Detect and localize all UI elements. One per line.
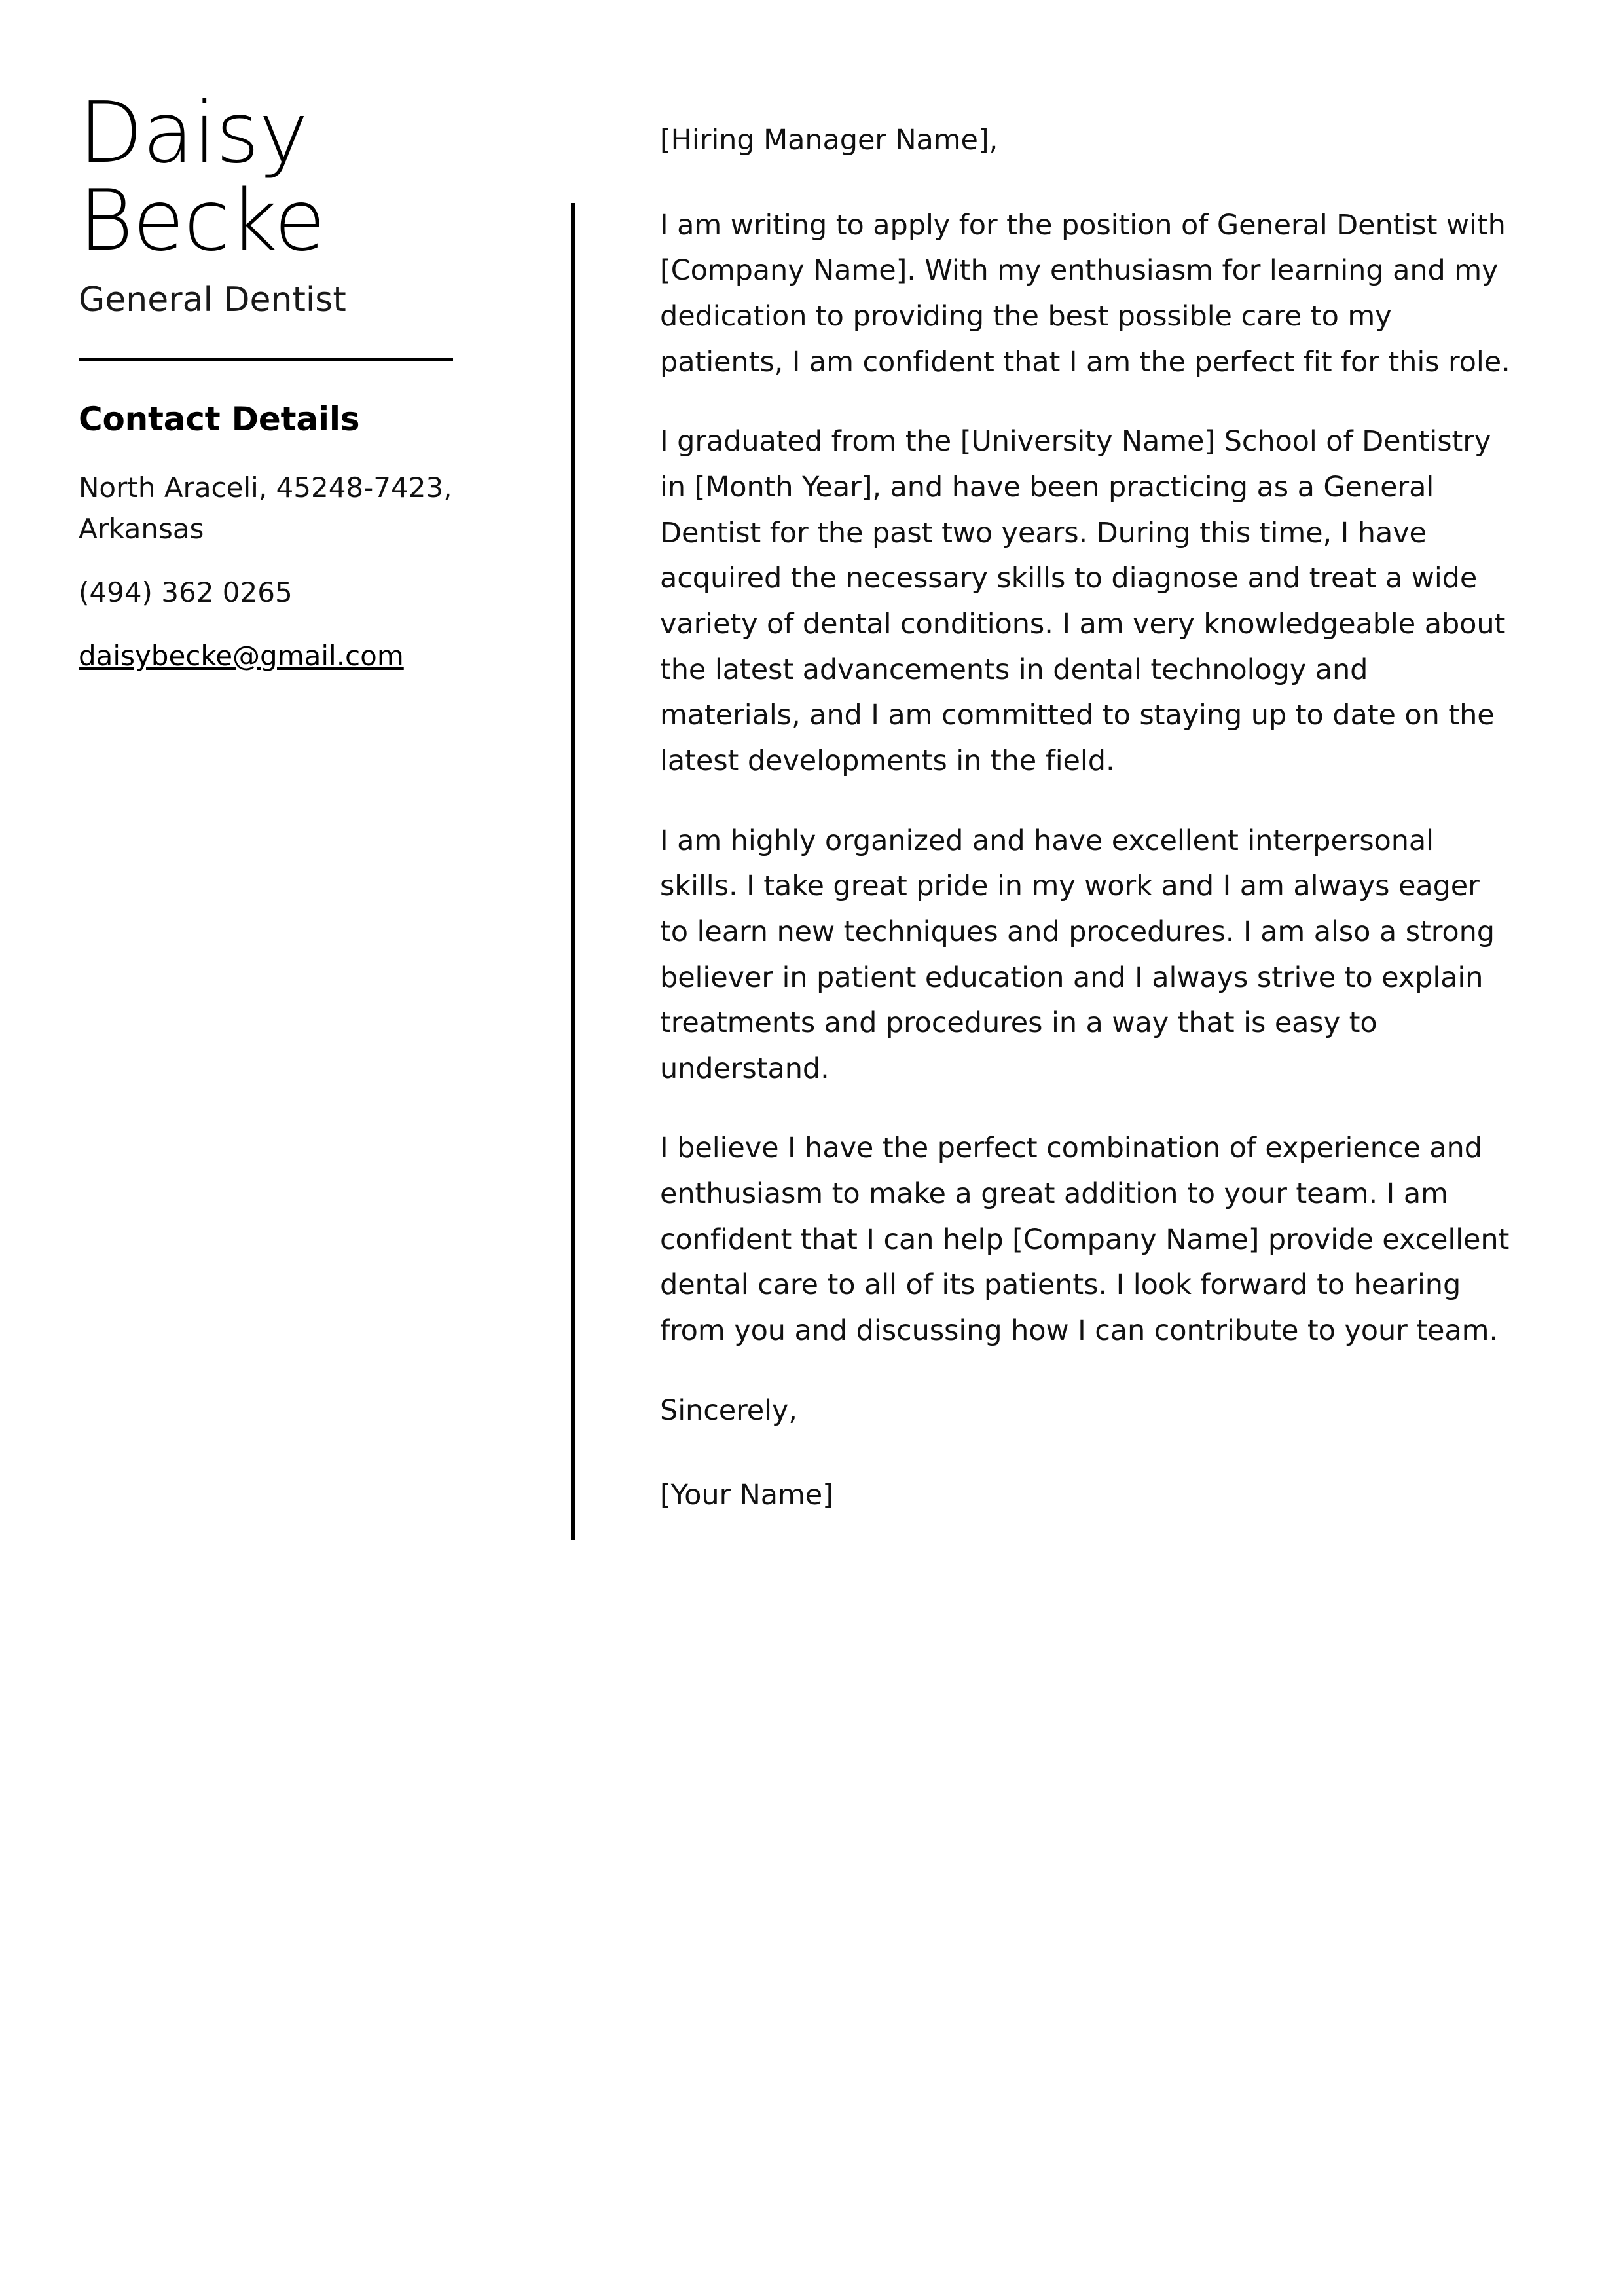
applicant-last-name: Becke: [79, 172, 325, 270]
contact-email-link[interactable]: daisybecke@gmail.com: [79, 640, 404, 672]
contact-details-list: [79, 467, 498, 676]
letter-salutation: [Hiring Manager Name],: [660, 124, 998, 157]
contact-phone[interactable]: (494) 362 0265: [79, 576, 293, 608]
applicant-first-name: Daisy: [79, 84, 308, 182]
letter-paragraph-3: I am highly organized and have excellent interpersonal skills. I take great pride in my work and I am always eager to learn new techniques and procedures. I am also a strong believer in patient education and I always strive to explain treatments and procedures in a way that is easy to understand.: [660, 824, 1495, 1085]
letter-paragraph-2: I graduated from the [University Name] School of Dentistry in [Month Year], and have been practicing as a General Dentist for the past two years. During this time, I have acquired the necessary skills to diagnose and treat a wide variety of dental conditions. I am very knowledgeable about the latest advancements in dental technology and materials, and I am committed to staying up to date on the latest developments in the field.: [660, 425, 1506, 777]
applicant-name: [79, 84, 498, 270]
letter-paragraph-4: I believe I have the perfect combination of experience and enthusiasm to make a great addition to your team. I am confident that I can help [Company Name] provide excellent dental care to all of its patients. I look forward to hearing from you and discussing how I can contribute to your team.: [660, 1132, 1510, 1348]
letter-signature: [Your Name]: [660, 1479, 833, 1512]
letter-body: [660, 118, 1511, 1519]
sidebar-divider-rule: [79, 358, 453, 361]
letter-closing: Sincerely,: [660, 1394, 797, 1427]
contact-address: North Araceli, 45248-7423, Arkansas: [79, 472, 452, 545]
letter-paragraph-1: I am writing to apply for the position of General Dentist with [Company Name]. With my enthusiasm for learning and my dedication to providing the best possible care to my patients, I am confident that I am the perfect fit for this role.: [660, 208, 1510, 379]
contact-details-heading: Contact Details: [79, 400, 360, 438]
applicant-job-title: General Dentist: [79, 280, 346, 320]
sidebar: [79, 84, 498, 676]
contact-email-item: [79, 635, 498, 676]
vertical-divider: [571, 203, 575, 1540]
